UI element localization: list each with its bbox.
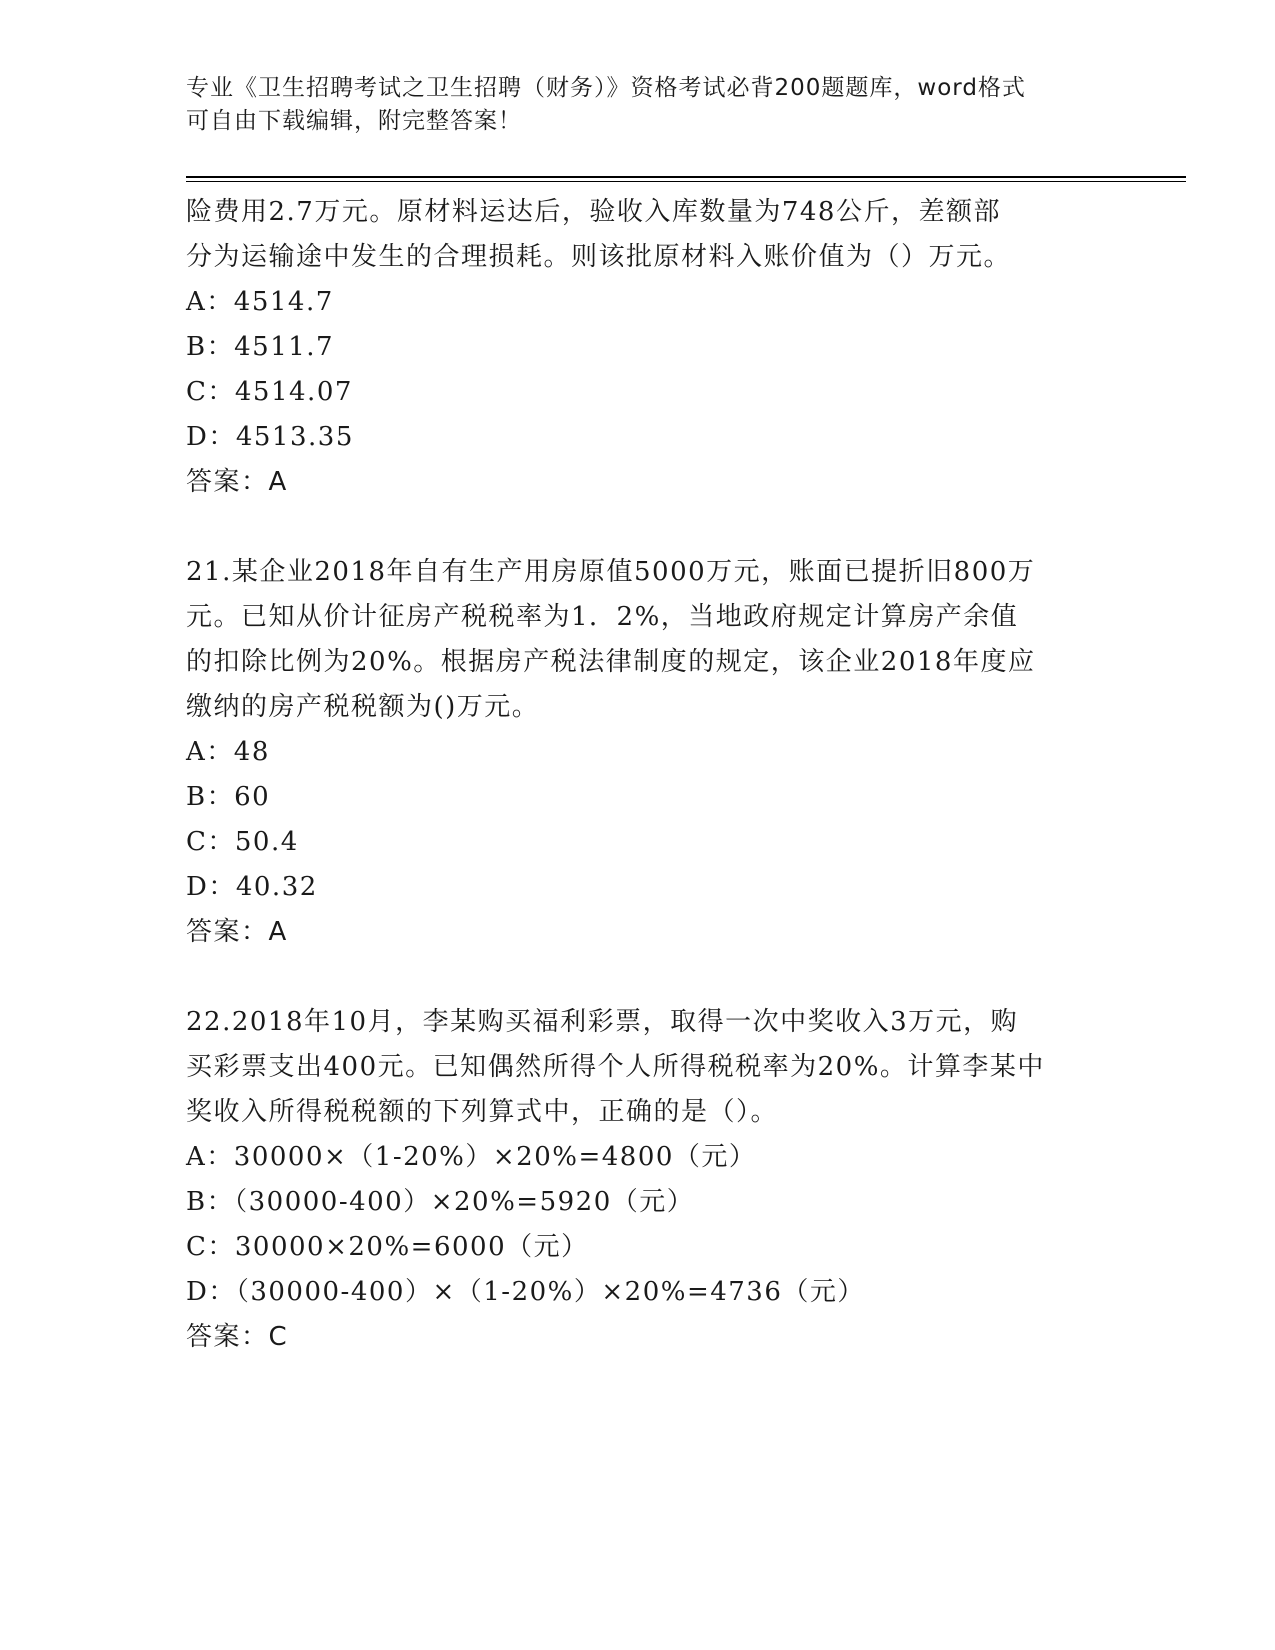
- answer-line: 答案：A: [186, 467, 288, 497]
- document-body: [186, 190, 1086, 1360]
- spacer: [186, 955, 1086, 1000]
- question-stem-line: 22.2018年10月，李某购买福利彩票，取得一次中奖收入3万元，购: [186, 1007, 1019, 1037]
- option-a: A：4514.7: [186, 287, 334, 317]
- question-stem-line: 险费用2.7万元。原材料运达后，验收入库数量为748公斤，差额部: [186, 197, 1001, 227]
- option-a: A：30000×（1-20%）×20%=4800（元）: [186, 1142, 757, 1172]
- option-c: C：50.4: [186, 827, 299, 857]
- document-header: [186, 72, 1086, 138]
- option-d: D：40.32: [186, 872, 318, 902]
- header-divider-thick: [186, 176, 1186, 178]
- answer-line: 答案：C: [186, 1322, 289, 1352]
- option-c: C：4514.07: [186, 377, 353, 407]
- question-stem-line: 分为运输途中发生的合理损耗。则该批原材料入账价值为（）万元。: [186, 242, 1012, 272]
- question-stem-line: 21.某企业2018年自有生产用房原值5000万元，账面已提折旧800万: [186, 557, 1036, 587]
- option-d: D：（30000-400）×（1-20%）×20%=4736（元）: [186, 1277, 865, 1307]
- option-b: B：（30000-400）×20%=5920（元）: [186, 1187, 695, 1217]
- spacer: [186, 505, 1086, 550]
- option-d: D：4513.35: [186, 422, 354, 452]
- question-22: [186, 1000, 1086, 1360]
- header-title-line-1: 专业《卫生招聘考试之卫生招聘（财务）》资格考试必背200题题库，word格式: [186, 75, 1026, 101]
- header-divider-thin: [186, 181, 1186, 182]
- option-c: C：30000×20%=6000（元）: [186, 1232, 589, 1262]
- question-20: [186, 190, 1086, 505]
- header-title-line-2: 可自由下载编辑，附完整答案！: [186, 108, 522, 134]
- question-stem-line: 的扣除比例为20%。根据房产税法律制度的规定，该企业2018年度应: [186, 647, 1036, 677]
- option-a: A：48: [186, 737, 270, 767]
- option-b: B：4511.7: [186, 332, 335, 362]
- answer-line: 答案：A: [186, 917, 288, 947]
- question-21: [186, 550, 1086, 955]
- option-b: B：60: [186, 782, 271, 812]
- question-stem-line: 奖收入所得税税额的下列算式中，正确的是（）。: [186, 1097, 779, 1127]
- question-stem-line: 元。已知从价计征房产税税率为1．2%，当地政府规定计算房产余值: [186, 602, 1019, 632]
- question-stem-line: 买彩票支出400元。已知偶然所得个人所得税税率为20%。计算李某中: [186, 1052, 1045, 1082]
- question-stem-line: 缴纳的房产税税额为()万元。: [186, 692, 540, 722]
